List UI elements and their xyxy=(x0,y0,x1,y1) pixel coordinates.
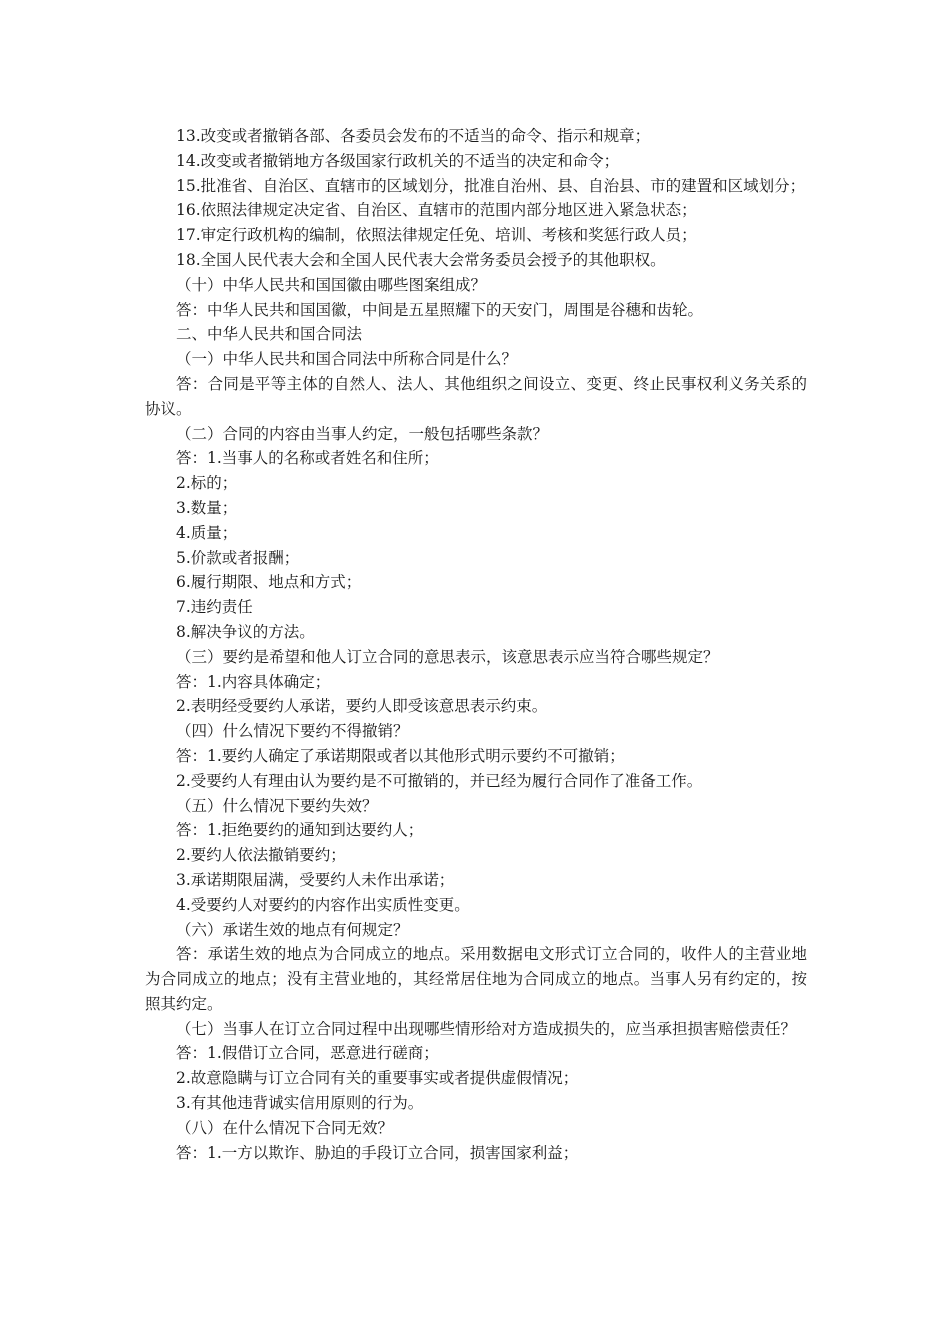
answer: 答：1.假借订立合同，恶意进行磋商； xyxy=(176,1044,439,1063)
list-item: 4.受要约人对要约的内容作出实质性变更。 xyxy=(176,895,470,914)
question: （六）承诺生效的地点有何规定？ xyxy=(176,920,409,939)
paragraph: 15.批准省、自治区、直辖市的区域划分，批准自治州、县、自治县、市的建置和区域划分； xyxy=(176,176,806,195)
list-item: 6.履行期限、地点和方式； xyxy=(176,573,362,592)
document-body xyxy=(145,124,807,1165)
question: （一）中华人民共和国合同法中所称合同是什么？ xyxy=(176,350,518,369)
list-item: 2.要约人依法撤销要约； xyxy=(176,846,346,865)
list-item: 2.表明经受要约人承诺，要约人即受该意思表示约束。 xyxy=(176,697,548,716)
question: （二）合同的内容由当事人约定，一般包括哪些条款？ xyxy=(176,424,549,443)
answer: 答：1.要约人确定了承诺期限或者以其他形式明示要约不可撤销； xyxy=(176,746,625,765)
question: （十）中华人民共和国国徽由哪些图案组成？ xyxy=(176,275,487,294)
paragraph: 18.全国人民代表大会和全国人民代表大会常务委员会授予的其他职权。 xyxy=(176,250,666,269)
list-item: 8.解决争议的方法。 xyxy=(176,622,315,641)
paragraph: 17.审定行政机构的编制，依照法律规定任免、培训、考核和奖惩行政人员； xyxy=(176,226,697,245)
answer: 答：1.内容具体确定； xyxy=(176,672,331,691)
list-item: 4.质量； xyxy=(176,523,238,542)
list-item: 3.承诺期限届满，受要约人未作出承诺； xyxy=(176,870,455,889)
list-item: 5.价款或者报酬； xyxy=(176,548,300,567)
list-item: 7.违约责任 xyxy=(176,598,253,617)
answer: 答：1.拒绝要约的通知到达要约人； xyxy=(176,821,424,840)
question: （三）要约是希望和他人订立合同的意思表示，该意思表示应当符合哪些规定？ xyxy=(176,647,719,666)
answer: 答：1.当事人的名称或者姓名和住所； xyxy=(176,449,439,468)
list-item: 2.受要约人有理由认为要约是不可撤销的，并已经为履行合同作了准备工作。 xyxy=(176,771,703,790)
list-item: 2.标的； xyxy=(176,474,238,493)
answer: 答：1.一方以欺诈、胁迫的手段订立合同，损害国家利益； xyxy=(176,1143,579,1162)
paragraph: 14.改变或者撤销地方各级国家行政机关的不适当的决定和命令； xyxy=(176,151,620,170)
list-item: 3.有其他违背诚实信用原则的行为。 xyxy=(176,1094,424,1113)
paragraph: 16.依照法律规定决定省、自治区、直辖市的范围内部分地区进入紧急状态； xyxy=(176,201,697,220)
question: （八）在什么情况下合同无效？ xyxy=(176,1118,394,1137)
question: （七）当事人在订立合同过程中出现哪些情形给对方造成损失的，应当承担损害赔偿责任？ xyxy=(176,1019,797,1038)
list-item: 3.数量； xyxy=(176,498,238,517)
section-heading: 二、中华人民共和国合同法 xyxy=(176,325,363,344)
answer: 答：中华人民共和国国徽，中间是五星照耀下的天安门，周围是谷穗和齿轮。 xyxy=(176,300,704,319)
list-item: 2.故意隐瞒与订立合同有关的重要事实或者提供虚假情况； xyxy=(176,1069,579,1088)
question: （四）什么情况下要约不得撤销？ xyxy=(176,722,409,741)
answer: 答：承诺生效的地点为合同成立的地点。采用数据电文形式订立合同的，收件人的主营业地为合同成立的地点；没有主营业地的，其经常居住地为合同成立的地点。当事人另有约定的，按照其约定。 xyxy=(145,945,807,1013)
question: （五）什么情况下要约失效？ xyxy=(176,796,378,815)
paragraph: 13.改变或者撤销各部、各委员会发布的不适当的命令、指示和规章； xyxy=(176,127,651,145)
answer: 答：合同是平等主体的自然人、法人、其他组织之间设立、变更、终止民事权利义务关系的协议。 xyxy=(145,374,807,418)
